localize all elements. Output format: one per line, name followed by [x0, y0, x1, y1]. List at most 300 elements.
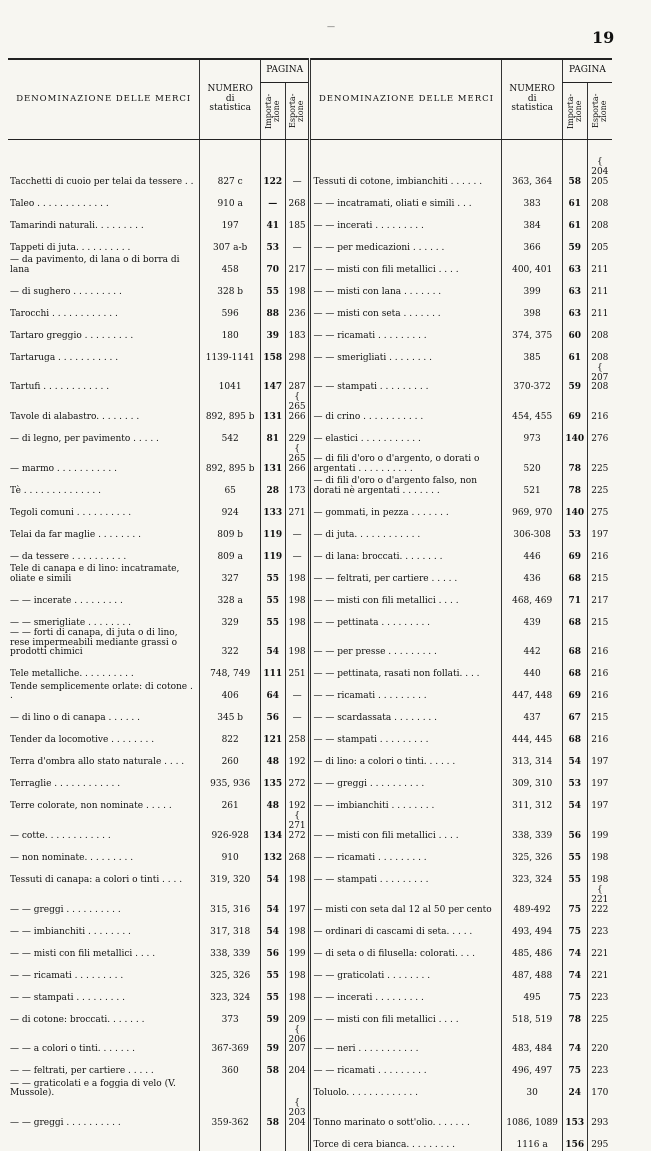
table-row: [8, 658, 612, 680]
entry-name: Tartaruga . . . . . . . . . . .: [8, 342, 200, 364]
entry-import-page: 58: [562, 158, 587, 188]
entry-import-page: —: [260, 188, 285, 210]
entry-name: — — neri . . . . . . . . . . .: [310, 1026, 502, 1056]
entry-name: [8, 1129, 200, 1151]
entry-numero: [200, 1077, 260, 1099]
entry-name: Tonno marinato o sott'olio. . . . . . .: [310, 1099, 502, 1129]
entry-import-page: 133: [260, 497, 285, 519]
entry-numero: 827 c: [200, 158, 260, 188]
entry-numero: 322: [200, 629, 260, 659]
entry-import-page: 78: [562, 445, 587, 475]
entry-import-page: 53: [562, 519, 587, 541]
entry-name: — — misti con lana . . . . . . .: [310, 276, 502, 298]
entry-name: Tacchetti di cuoio per telai da tessere . .: [8, 158, 200, 188]
entry-export-page: 192: [285, 790, 310, 812]
entry-numero: 385: [502, 342, 562, 364]
col-header-esportazione-left: Esporta- zione: [285, 83, 310, 140]
entry-name: — — pettinata . . . . . . . . .: [310, 607, 502, 629]
entry-export-page: 217: [285, 254, 310, 276]
entry-name: — di crino . . . . . . . . . . .: [310, 393, 502, 423]
entry-export-page: 251: [285, 658, 310, 680]
entry-name: — di fili d'oro o d'argento, o dorati o argentati . . . . . . . . . .: [310, 445, 502, 475]
entry-numero: 319, 320: [200, 864, 260, 886]
entry-name: Tappeti di juta. . . . . . . . . .: [8, 232, 200, 254]
table-row: [8, 445, 612, 475]
entry-export-page: 208: [587, 342, 612, 364]
entry-numero: 493, 494: [502, 916, 562, 938]
entry-import-page: 69: [562, 680, 587, 702]
entry-numero: 338, 339: [200, 938, 260, 960]
entry-name: — di seta o di filusella: colorati. . . .: [310, 938, 502, 960]
table-row: [8, 812, 612, 842]
entry-numero: 1086, 1089: [502, 1099, 562, 1129]
entry-import-page: 54: [562, 746, 587, 768]
entry-numero: 383: [502, 188, 562, 210]
entry-numero: 261: [200, 790, 260, 812]
entry-numero: 398: [502, 298, 562, 320]
entry-name: — — ricamati . . . . . . . . .: [310, 680, 502, 702]
entry-numero: 360: [200, 1055, 260, 1077]
entry-numero: 489-492: [502, 886, 562, 916]
entry-numero: 436: [502, 563, 562, 585]
entry-name: — — smerigliati . . . . . . . .: [310, 342, 502, 364]
entry-import-page: 121: [260, 724, 285, 746]
entry-export-page: 198: [285, 629, 310, 659]
entry-export-page: 221: [587, 960, 612, 982]
entry-name: — — feltrati, per cartiere . . . . .: [310, 563, 502, 585]
entry-import-page: 63: [562, 276, 587, 298]
entry-numero: 180: [200, 320, 260, 342]
entry-import-page: 55: [260, 960, 285, 982]
table-row: [8, 158, 612, 188]
entry-name: — da tessere . . . . . . . . . .: [8, 541, 200, 563]
entry-export-page: 208: [587, 320, 612, 342]
entry-export-page: —: [285, 541, 310, 563]
entry-name: Taleo . . . . . . . . . . . . .: [8, 188, 200, 210]
entry-import-page: 140: [562, 423, 587, 445]
entry-numero: 1139-1141: [200, 342, 260, 364]
entry-import-page: 55: [260, 563, 285, 585]
entry-numero: 446: [502, 541, 562, 563]
entry-name: Tartufi . . . . . . . . . . . .: [8, 364, 200, 394]
entry-name: — di cotone: broccati. . . . . . .: [8, 1004, 200, 1026]
entry-name: — — incerati . . . . . . . . .: [310, 982, 502, 1004]
entry-import-page: 41: [260, 210, 285, 232]
entry-numero: 487, 488: [502, 960, 562, 982]
entry-name: — — ricamati . . . . . . . . .: [310, 842, 502, 864]
entry-import-page: 55: [260, 982, 285, 1004]
entry-name: — — stampati . . . . . . . . .: [310, 724, 502, 746]
col-header-name-left: DENOMINAZIONE DELLE MERCI: [8, 59, 200, 140]
table-row: [8, 1129, 612, 1151]
entry-name: Tender da locomotive . . . . . . . .: [8, 724, 200, 746]
table-row: [8, 423, 612, 445]
entry-import-page: 55: [260, 585, 285, 607]
entry-import-page: 119: [260, 541, 285, 563]
entry-export-page: 225: [587, 1004, 612, 1026]
entry-export-page: 211: [587, 276, 612, 298]
entry-export-page: 198: [285, 607, 310, 629]
entry-numero: 363, 364: [502, 158, 562, 188]
entry-numero: 359-362: [200, 1099, 260, 1129]
header-mark: —: [327, 22, 335, 31]
entry-numero: 809 b: [200, 519, 260, 541]
entry-numero: 1116 a: [502, 1129, 562, 1151]
table-row: [8, 210, 612, 232]
entry-name: Tessuti di canapa: a colori o tinti . . . .: [8, 864, 200, 886]
entry-numero: 440: [502, 658, 562, 680]
entry-import-page: 68: [562, 724, 587, 746]
entry-export-page: 268: [285, 842, 310, 864]
entry-import-page: 55: [562, 864, 587, 886]
entry-export-page: 221: [587, 938, 612, 960]
entry-name: Toluolo. . . . . . . . . . . . .: [310, 1077, 502, 1099]
entry-name: — — incerate . . . . . . . . .: [8, 585, 200, 607]
entry-name: Tè . . . . . . . . . . . . . .: [8, 475, 200, 497]
entry-import-page: 54: [260, 864, 285, 886]
entry-import-page: 63: [562, 254, 587, 276]
entry-export-page: { 271 272: [285, 812, 310, 842]
entry-import-page: 59: [260, 1004, 285, 1026]
entry-numero: 892, 895 b: [200, 445, 260, 475]
entry-numero: 328 b: [200, 276, 260, 298]
table-row: [8, 298, 612, 320]
entry-import-page: 68: [562, 658, 587, 680]
entry-numero: 406: [200, 680, 260, 702]
table-row: [8, 864, 612, 886]
entry-import-page: 55: [260, 607, 285, 629]
entry-numero: 329: [200, 607, 260, 629]
entry-import-page: 61: [562, 342, 587, 364]
entry-numero: 809 a: [200, 541, 260, 563]
entry-import-page: 75: [562, 916, 587, 938]
entry-name: — — forti di canapa, di juta o di lino, rese impermeabili mediante grassi o prodotti chimici: [8, 629, 200, 659]
table-row: [8, 1077, 612, 1099]
entry-numero: 315, 316: [200, 886, 260, 916]
entry-import-page: 55: [562, 842, 587, 864]
col-header-name-right: DENOMINAZIONE DELLE MERCI: [310, 59, 502, 140]
entry-numero: 454, 455: [502, 393, 562, 423]
entry-name: — — stampati . . . . . . . . .: [8, 982, 200, 1004]
table-row: [8, 188, 612, 210]
entry-numero: 367-369: [200, 1026, 260, 1056]
entry-name: — elastici . . . . . . . . . . .: [310, 423, 502, 445]
entry-export-page: —: [285, 158, 310, 188]
entry-numero: 311, 312: [502, 790, 562, 812]
entry-numero: 439: [502, 607, 562, 629]
entry-export-page: 223: [587, 1055, 612, 1077]
entry-import-page: 56: [260, 702, 285, 724]
entry-numero: 306-308: [502, 519, 562, 541]
entry-name: — di lana: broccati. . . . . . . .: [310, 541, 502, 563]
entry-export-page: 173: [285, 475, 310, 497]
entry-export-page: 208: [587, 188, 612, 210]
entry-import-page: 69: [562, 393, 587, 423]
entry-import-page: 58: [260, 1099, 285, 1129]
entry-import-page: [260, 1129, 285, 1151]
entry-name: — — graticolati e a foggia di velo (V. Mussole).: [8, 1077, 200, 1099]
table-row: [8, 842, 612, 864]
entry-import-page: 70: [260, 254, 285, 276]
entry-export-page: 215: [587, 607, 612, 629]
entry-export-page: 198: [285, 563, 310, 585]
entry-import-page: 88: [260, 298, 285, 320]
entry-name: — da pavimento, di lana o di borra di lana: [8, 254, 200, 276]
entry-name: — — misti con fili metallici . . . .: [310, 585, 502, 607]
entry-export-page: { 265 266: [285, 393, 310, 423]
entry-export-page: { 204 205: [587, 158, 612, 188]
entry-numero: 485, 486: [502, 938, 562, 960]
entry-export-page: 272: [285, 768, 310, 790]
entry-import-page: 153: [562, 1099, 587, 1129]
entry-numero: 260: [200, 746, 260, 768]
entry-numero: 370-372: [502, 364, 562, 394]
entry-numero: 520: [502, 445, 562, 475]
entry-name: Torce di cera bianca. . . . . . . . .: [310, 1129, 502, 1151]
entry-numero: 309, 310: [502, 768, 562, 790]
entry-import-page: 81: [260, 423, 285, 445]
entry-export-page: 198: [587, 842, 612, 864]
entry-export-page: 216: [587, 680, 612, 702]
table-row: [8, 1004, 612, 1026]
entry-export-page: 216: [587, 541, 612, 563]
table-row: [8, 276, 612, 298]
entry-export-page: [285, 1077, 310, 1099]
entry-numero: 822: [200, 724, 260, 746]
entry-import-page: 75: [562, 982, 587, 1004]
entry-name: — — ricamati . . . . . . . . .: [310, 1055, 502, 1077]
entry-numero: 495: [502, 982, 562, 1004]
entry-export-page: 225: [587, 445, 612, 475]
entry-name: Tartaro greggio . . . . . . . . .: [8, 320, 200, 342]
entry-import-page: 156: [562, 1129, 587, 1151]
entry-numero: 325, 326: [502, 842, 562, 864]
entry-name: Tegoli comuni . . . . . . . . . .: [8, 497, 200, 519]
entry-import-page: 119: [260, 519, 285, 541]
entry-export-page: { 206 207: [285, 1026, 310, 1056]
entry-import-page: 131: [260, 445, 285, 475]
entry-name: — — smerigliate . . . . . . . .: [8, 607, 200, 629]
entry-export-page: 223: [587, 982, 612, 1004]
entry-export-page: 199: [587, 812, 612, 842]
entry-name: — — misti con fili metallici . . . .: [310, 254, 502, 276]
entry-name: — misti con seta dal 12 al 50 per cento: [310, 886, 502, 916]
entry-name: — di lino o di canapa . . . . . .: [8, 702, 200, 724]
entry-numero: 910: [200, 842, 260, 864]
entry-export-page: 236: [285, 298, 310, 320]
entry-export-page: —: [285, 702, 310, 724]
entry-name: Tele di canapa e di lino: incatramate, oliate e simili: [8, 563, 200, 585]
entry-name: Tende semplicemente orlate: di cotone . .: [8, 680, 200, 702]
entry-name: — — ricamati . . . . . . . . .: [8, 960, 200, 982]
table-row: [8, 768, 612, 790]
entry-name: — — misti con fili metallici . . . .: [310, 812, 502, 842]
entry-name: — di lino: a colori o tinti. . . . . .: [310, 746, 502, 768]
entry-numero: 924: [200, 497, 260, 519]
entry-name: — — a colori o tinti. . . . . . .: [8, 1026, 200, 1056]
entry-name: — di legno, per pavimento . . . . .: [8, 423, 200, 445]
entry-numero: 338, 339: [502, 812, 562, 842]
entry-name: — — feltrati, per cartiere . . . . .: [8, 1055, 200, 1077]
entry-export-page: 197: [587, 519, 612, 541]
entry-numero: 892, 895 b: [200, 393, 260, 423]
entry-export-page: 209: [285, 1004, 310, 1026]
table-row: [8, 724, 612, 746]
entry-import-page: 74: [562, 938, 587, 960]
table-row: [8, 790, 612, 812]
entry-export-page: 197: [587, 790, 612, 812]
entry-name: — — greggi . . . . . . . . . .: [8, 886, 200, 916]
entry-numero: 969, 970: [502, 497, 562, 519]
entry-import-page: 63: [562, 298, 587, 320]
table-row: [8, 746, 612, 768]
entry-import-page: 59: [562, 364, 587, 394]
entry-import-page: 75: [562, 886, 587, 916]
entry-import-page: 53: [260, 232, 285, 254]
entry-import-page: 28: [260, 475, 285, 497]
entry-export-page: [285, 1129, 310, 1151]
entry-export-page: 258: [285, 724, 310, 746]
entry-import-page: 56: [260, 938, 285, 960]
table-row: [8, 320, 612, 342]
entry-export-page: 198: [285, 585, 310, 607]
entry-export-page: 216: [587, 724, 612, 746]
entry-import-page: 61: [562, 188, 587, 210]
entry-import-page: [260, 1077, 285, 1099]
entry-export-page: —: [285, 680, 310, 702]
entry-name: Tarocchi . . . . . . . . . . . .: [8, 298, 200, 320]
entry-name: — — pettinata, rasati non follati. . . .: [310, 658, 502, 680]
entry-name: — — misti con fili metallici . . . .: [8, 938, 200, 960]
entry-import-page: 78: [562, 475, 587, 497]
entry-export-page: 197: [285, 886, 310, 916]
entry-numero: 442: [502, 629, 562, 659]
table-row: [8, 960, 612, 982]
entry-import-page: 67: [562, 702, 587, 724]
entry-export-page: { 221 222: [587, 886, 612, 916]
entry-name: — marmo . . . . . . . . . . .: [8, 445, 200, 475]
entry-export-page: 183: [285, 320, 310, 342]
entry-export-page: 198: [587, 864, 612, 886]
table-row: [8, 1055, 612, 1077]
entry-export-page: 287: [285, 364, 310, 394]
entry-import-page: 147: [260, 364, 285, 394]
entry-import-page: 68: [562, 563, 587, 585]
entry-import-page: 53: [562, 768, 587, 790]
entry-name: Tamarindi naturali. . . . . . . . .: [8, 210, 200, 232]
table-row: [8, 232, 612, 254]
table-row: [8, 475, 612, 497]
entry-numero: [200, 1129, 260, 1151]
entry-numero: 910 a: [200, 188, 260, 210]
entry-export-page: 192: [285, 746, 310, 768]
entry-numero: 30: [502, 1077, 562, 1099]
entry-name: — cotte. . . . . . . . . . . .: [8, 812, 200, 842]
entry-import-page: 131: [260, 393, 285, 423]
entry-export-page: 197: [587, 768, 612, 790]
entry-export-page: 208: [587, 210, 612, 232]
entry-import-page: 59: [260, 1026, 285, 1056]
table-row: [8, 938, 612, 960]
col-header-importazione-left: Importa- zione: [260, 83, 285, 140]
table-row: [8, 585, 612, 607]
entry-export-page: 215: [587, 563, 612, 585]
table-row: [8, 886, 612, 916]
entry-numero: 400, 401: [502, 254, 562, 276]
entry-numero: 1041: [200, 364, 260, 394]
col-header-numero-right: NUMERO di statistica: [502, 59, 562, 140]
table-row: [8, 982, 612, 1004]
entry-import-page: 134: [260, 812, 285, 842]
col-header-numero-left: NUMERO di statistica: [200, 59, 260, 140]
entry-numero: 458: [200, 254, 260, 276]
entry-import-page: 111: [260, 658, 285, 680]
entry-numero: 323, 324: [200, 982, 260, 1004]
entry-import-page: 39: [260, 320, 285, 342]
entry-import-page: 140: [562, 497, 587, 519]
entry-numero: 384: [502, 210, 562, 232]
entry-numero: 935, 936: [200, 768, 260, 790]
table-row: [8, 342, 612, 364]
entry-numero: 345 b: [200, 702, 260, 724]
index-rows: [8, 140, 612, 1151]
col-header-pagina-right: PAGINA: [562, 59, 612, 83]
entry-export-page: 170: [587, 1077, 612, 1099]
entry-name: — ordinari di cascami di seta. . . . .: [310, 916, 502, 938]
entry-export-page: 205: [587, 232, 612, 254]
table-row: [8, 680, 612, 702]
col-header-importazione-right: Importa- zione: [562, 83, 587, 140]
entry-name: — di sughero . . . . . . . . .: [8, 276, 200, 298]
entry-numero: 307 a-b: [200, 232, 260, 254]
entry-name: Telai da far maglie . . . . . . . .: [8, 519, 200, 541]
entry-import-page: 75: [562, 1055, 587, 1077]
entry-export-page: —: [285, 519, 310, 541]
table-row: [8, 1026, 612, 1056]
entry-import-page: 58: [260, 1055, 285, 1077]
entry-export-page: 198: [285, 276, 310, 298]
entry-export-page: 216: [587, 658, 612, 680]
entry-name: — — stampati . . . . . . . . .: [310, 864, 502, 886]
entry-name: — — stampati . . . . . . . . .: [310, 364, 502, 394]
entry-export-page: 185: [285, 210, 310, 232]
entry-import-page: 24: [562, 1077, 587, 1099]
entry-numero: 596: [200, 298, 260, 320]
entry-import-page: 54: [260, 886, 285, 916]
entry-import-page: 54: [260, 629, 285, 659]
entry-name: — — greggi . . . . . . . . . .: [310, 768, 502, 790]
entry-numero: 542: [200, 423, 260, 445]
entry-name: — — misti con seta . . . . . . .: [310, 298, 502, 320]
entry-numero: 521: [502, 475, 562, 497]
table-row: [8, 607, 612, 629]
entry-import-page: 55: [260, 276, 285, 298]
entry-import-page: 132: [260, 842, 285, 864]
entry-export-page: 198: [285, 960, 310, 982]
entry-name: Tele metalliche. . . . . . . . . .: [8, 658, 200, 680]
entry-numero: 926-928: [200, 812, 260, 842]
entry-name: Tavole di alabastro. . . . . . . .: [8, 393, 200, 423]
entry-numero: 496, 497: [502, 1055, 562, 1077]
entry-numero: 366: [502, 232, 562, 254]
col-header-pagina-left: PAGINA: [260, 59, 310, 83]
entry-name: — gommati, in pezza . . . . . . .: [310, 497, 502, 519]
table-row: [8, 393, 612, 423]
merchandise-index-table: [8, 58, 612, 1151]
entry-numero: 323, 324: [502, 864, 562, 886]
entry-export-page: 198: [285, 916, 310, 938]
entry-import-page: 74: [562, 960, 587, 982]
